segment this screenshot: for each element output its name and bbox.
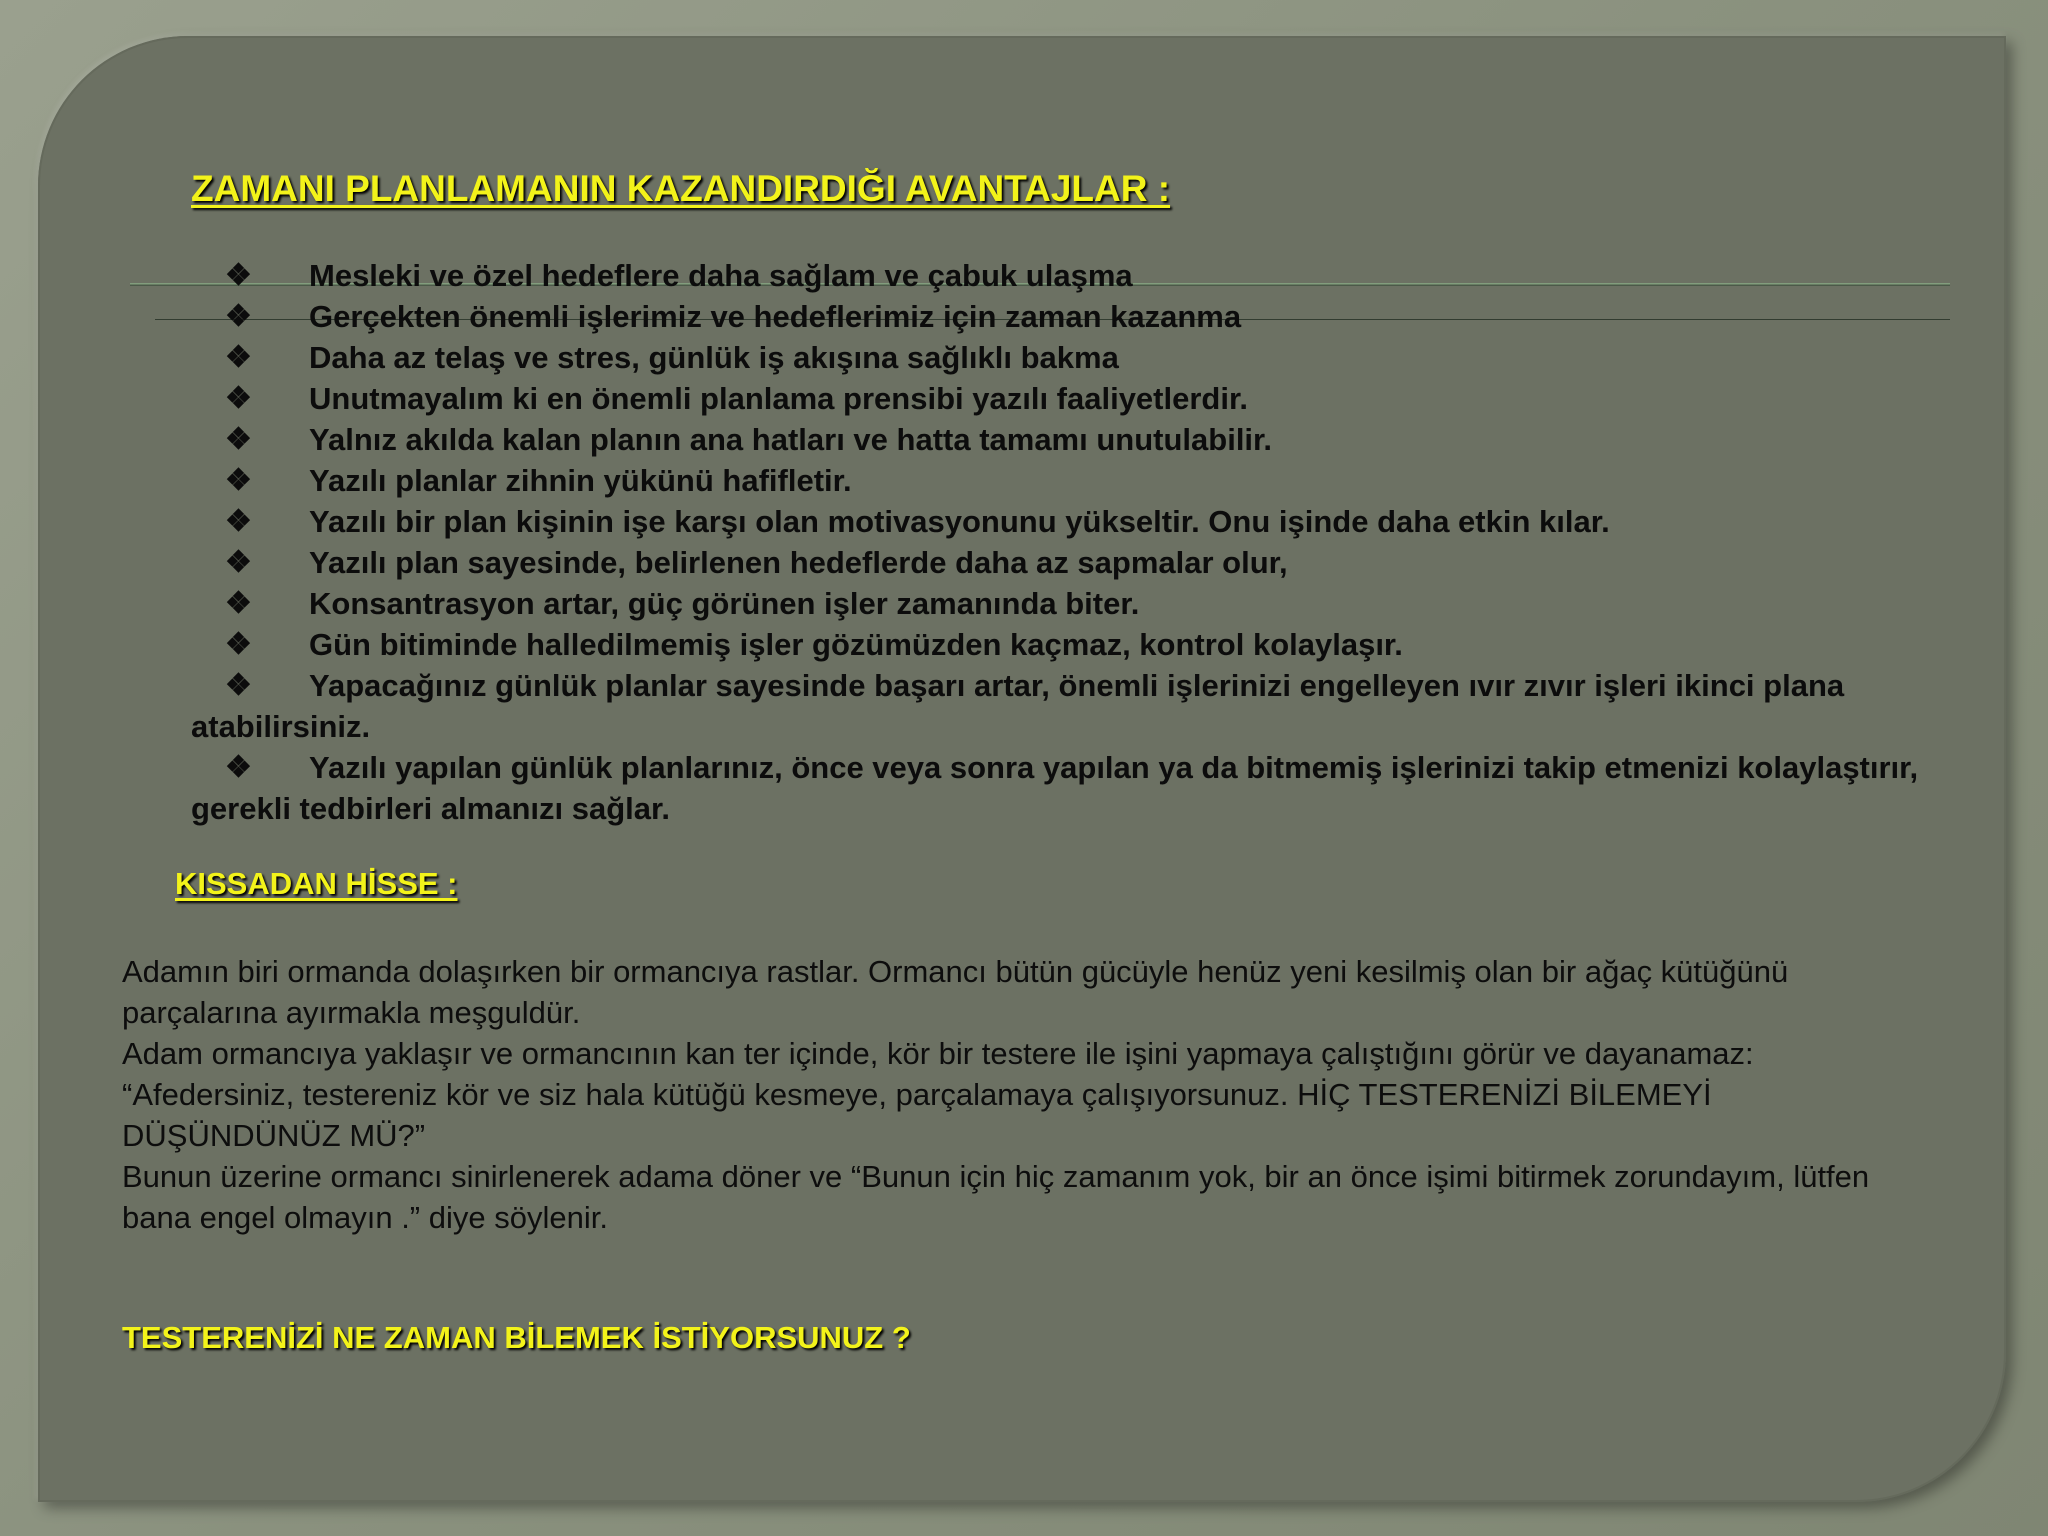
story-paragraph: Adamın biri ormanda dolaşırken bir ormancıya rastlar. Ormancı bütün gücüyle henüz yeni kesilmiş olan bir ağaç kütüğünü parçalarına ayırmakla meşguldür. xyxy=(122,954,1789,1030)
list-item xyxy=(191,583,1941,624)
list-item xyxy=(191,419,1941,460)
list-item-text: Mesleki ve özel hedeflere daha sağlam ve çabuk ulaşma xyxy=(309,258,1133,293)
list-item xyxy=(191,255,1941,296)
list-item xyxy=(191,296,1941,337)
diamond-bullet-icon: ❖ xyxy=(225,423,252,456)
diamond-bullet-icon: ❖ xyxy=(225,341,252,374)
diamond-bullet-icon: ❖ xyxy=(225,259,252,292)
list-item xyxy=(191,665,1941,747)
diamond-bullet-icon: ❖ xyxy=(225,628,252,661)
list-item-text: Konsantrasyon artar, güç görünen işler zamanında biter. xyxy=(309,586,1140,621)
list-item-text: Yalnız akılda kalan planın ana hatları ve hatta tamamı unutulabilir. xyxy=(309,422,1273,457)
diamond-bullet-icon: ❖ xyxy=(225,669,252,702)
list-item xyxy=(191,337,1941,378)
list-item-text: Gün bitiminde halledilmemiş işler gözümüzden kaçmaz, kontrol kolaylaşır. xyxy=(309,627,1403,662)
list-item-text: Daha az telaş ve stres, günlük iş akışına sağlıklı bakma xyxy=(309,340,1119,375)
list-item xyxy=(191,624,1941,665)
closing-question: TESTERENİZİ NE ZAMAN BİLEMEK İSTİYORSUNUZ ? xyxy=(122,1320,911,1355)
list-item-text: Yazılı yapılan günlük planlarınız, önce veya sonra yapılan ya da bitmemiş işlerinizi takip etmenizi kolaylaştırır, gerekli tedbirleri almanızı sağlar. xyxy=(191,750,1919,826)
list-item xyxy=(191,501,1941,542)
story-paragraph: Adam ormancıya yaklaşır ve ormancının kan ter içinde, kör bir testere ile işini yapmaya çalıştığını görür ve dayanamaz: xyxy=(122,1036,1754,1071)
list-item-text: Gerçekten önemli işlerimiz ve hedeflerimiz için zaman kazanma xyxy=(309,299,1242,334)
diamond-bullet-icon: ❖ xyxy=(225,300,252,333)
story-paragraph: Bunun üzerine ormancı sinirlenerek adama döner ve “Bunun için hiç zamanım yok, bir an önce işimi bitirmek zorundayım, lütfen bana engel olmayın .” diye söylenir. xyxy=(122,1159,1870,1235)
diamond-bullet-icon: ❖ xyxy=(225,382,252,415)
list-item-text: Yapacağınız günlük planlar sayesinde başarı artar, önemli işlerinizi engelleyen ıvır zıvır işleri ikinci plana atabilirsiniz. xyxy=(191,668,1845,744)
list-item xyxy=(191,747,1941,829)
diamond-bullet-icon: ❖ xyxy=(225,751,252,784)
story-text xyxy=(122,951,1922,1238)
list-item-text: Yazılı bir plan kişinin işe karşı olan motivasyonunu yükseltir. Onu işinde daha etkin kılar. xyxy=(309,504,1610,539)
list-item xyxy=(191,542,1941,583)
diamond-bullet-icon: ❖ xyxy=(225,587,252,620)
slide-title: ZAMANI PLANLAMANIN KAZANDIRDIĞI AVANTAJLAR : xyxy=(191,168,1171,209)
list-item-text: Yazılı planlar zihnin yükünü hafifletir. xyxy=(309,463,852,498)
diamond-bullet-icon: ❖ xyxy=(225,546,252,579)
list-item xyxy=(191,460,1941,501)
diamond-bullet-icon: ❖ xyxy=(225,505,252,538)
story-paragraph: “Afedersiniz, testereniz kör ve siz hala kütüğü kesmeye, parçalamaya çalışıyorsunuz. HİÇ TESTERENİZİ BİLEMEYİ DÜŞÜNDÜNÜZ MÜ?” xyxy=(122,1077,1712,1153)
list-item xyxy=(191,378,1941,419)
list-item-text: Unutmayalım ki en önemli planlama prensibi yazılı faaliyetlerdir. xyxy=(309,381,1248,416)
advantages-list xyxy=(191,255,1941,829)
story-title: KISSADAN HİSSE : xyxy=(175,866,458,901)
diamond-bullet-icon: ❖ xyxy=(225,464,252,497)
list-item-text: Yazılı plan sayesinde, belirlenen hedeflerde daha az sapmalar olur, xyxy=(309,545,1288,580)
